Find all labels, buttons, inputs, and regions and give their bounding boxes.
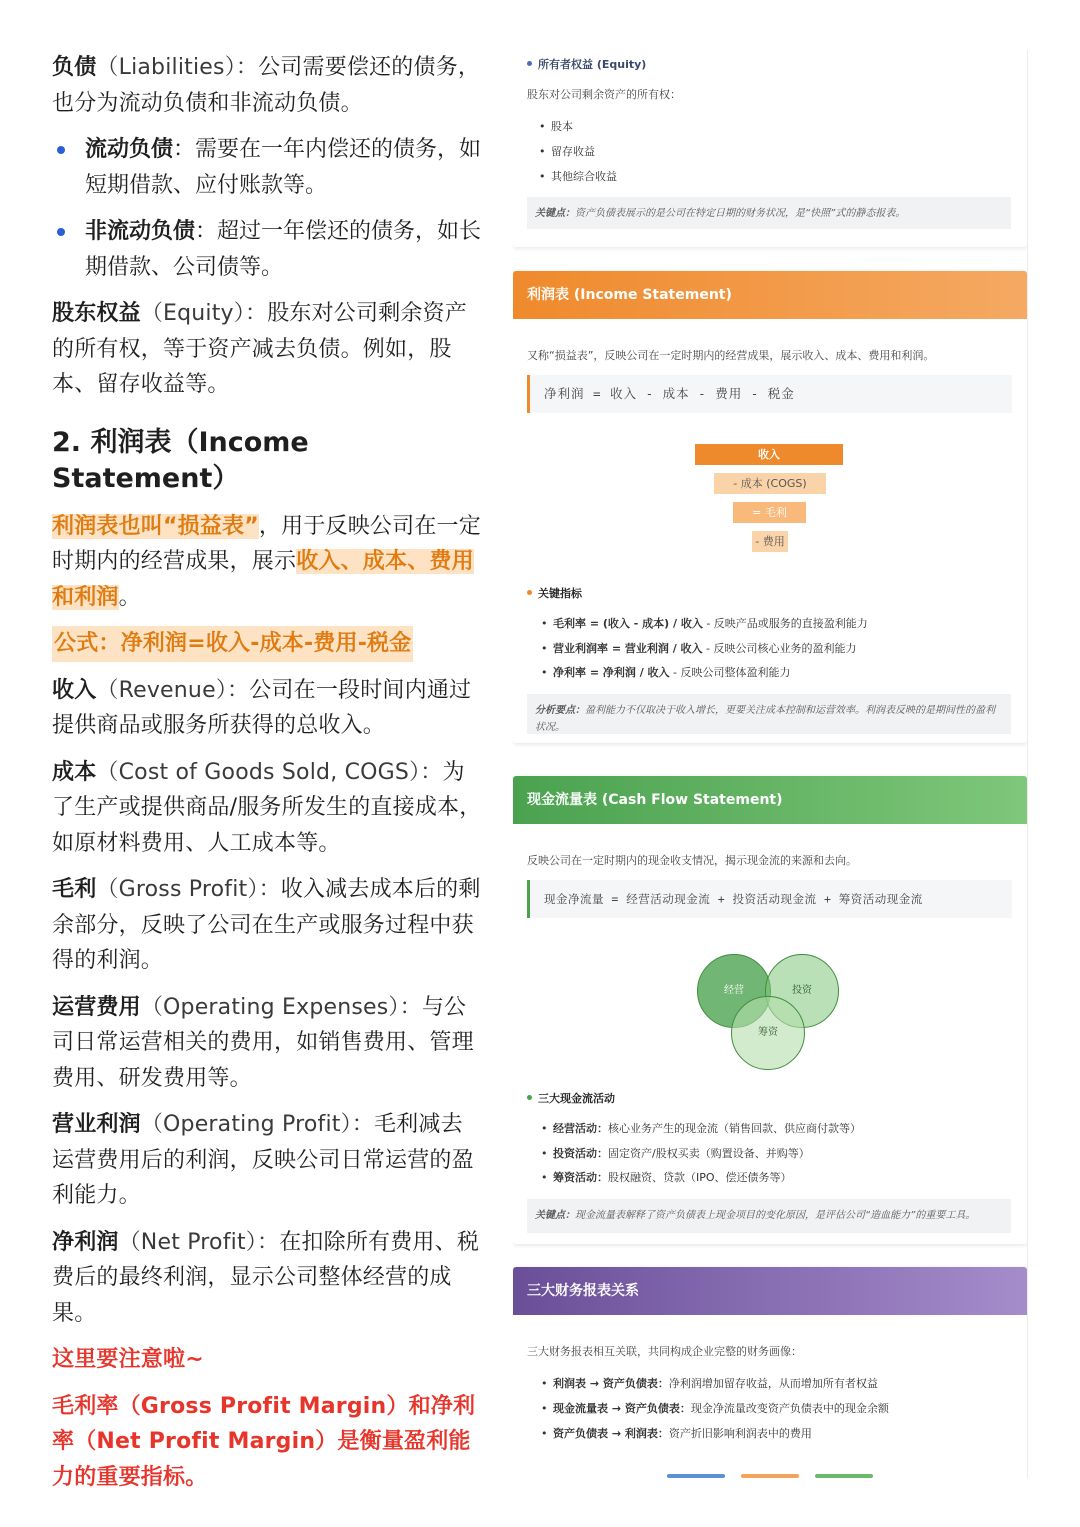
- venn-operating: 经营: [697, 954, 771, 1028]
- list-item: 流动负债：需要在一年内偿还的债务，如短期借款、应付账款等。: [52, 132, 482, 203]
- term-net-profit: 净利润（Net Profit）：在扣除所有费用、税费后的最终利润，显示公司整体经营的成果。: [52, 1229, 480, 1326]
- list-item: • 其他综合收益: [539, 164, 617, 189]
- waterfall-expenses: - 费用: [752, 531, 788, 552]
- article-text: [52, 50, 482, 1506]
- waterfall-cogs: - 成本 (COGS): [714, 473, 826, 494]
- equity-items: [539, 114, 617, 189]
- activities-heading: 三大现金流活动: [527, 1090, 615, 1106]
- activities-list: [541, 1117, 861, 1191]
- liabilities-paragraph: 负债（Liabilities）：公司需要偿还的债务，也分为流动负债和非流动负债。: [52, 55, 481, 116]
- income-intro: 利润表也叫“损益表”，用于反映公司在一定时期内的经营成果，展示收入、成本、费用和利润。: [52, 513, 481, 610]
- income-card-title: 利润表 (Income Statement): [513, 271, 1027, 319]
- relation-card-title: 三大财务报表关系: [513, 1267, 1027, 1315]
- formula-highlight: 公式：净利润=收入-成本-费用-税金: [52, 626, 482, 662]
- equity-key-note: 关键点：资产负债表展示的是公司在特定日期的财务状况，是“快照”式的静态报表。: [527, 197, 1011, 229]
- term-gross-profit: 毛利（Gross Profit）：收入减去成本后的剩余部分，反映了公司在生产或服务过程中获得的利润。: [52, 877, 481, 973]
- cut-off-tile: [741, 1474, 799, 1478]
- attention-detail: 毛利率（Gross Profit Margin）和净利率（Net Profit Margin）是衡量盈利能力的重要指标。: [52, 1393, 476, 1490]
- income-card: [513, 271, 1027, 743]
- list-item: • 营业利润率 = 营业利润 / 收入 - 反映公司核心业务的盈利能力: [541, 637, 868, 662]
- metrics-heading: 关键指标: [527, 585, 582, 601]
- list-item: • 现金流量表 → 资产负债表：现金净流量改变资产负债表中的现金余额: [541, 1396, 889, 1421]
- term-operating-expenses: 运营费用（Operating Expenses）：与公司日常运营相关的费用，如销售费用、管理费用、研发费用等。: [52, 994, 474, 1091]
- list-item: • 股本: [539, 114, 617, 139]
- relation-list: [541, 1371, 889, 1446]
- equity-paragraph: 股东权益（Equity）：股东对公司剩余资产的所有权，等于资产减去负债。例如，股本、留存收益等。: [52, 301, 467, 397]
- metrics-list: [541, 612, 868, 686]
- waterfall-revenue: 收入: [695, 444, 843, 465]
- cashflow-card-title: 现金流量表 (Cash Flow Statement): [513, 776, 1027, 824]
- equity-card: [513, 50, 1027, 247]
- cashflow-formula: 现金净流量 = 经营活动现金流 + 投资活动现金流 + 筹资活动现金流: [527, 880, 1012, 918]
- bullet-icon: [527, 1095, 532, 1100]
- infographic-panel: [513, 50, 1028, 1478]
- bullet-icon: [527, 61, 532, 66]
- equity-desc: 股东对公司剩余资产的所有权：: [527, 88, 681, 101]
- liabilities-list: [52, 132, 482, 285]
- equity-heading: 所有者权益 (Equity): [527, 56, 646, 72]
- term-revenue: 收入（Revenue）：公司在一段时间内通过提供商品或服务所获得的总收入。: [52, 677, 472, 738]
- section-title: 2. 利润表（Income Statement）: [52, 426, 309, 494]
- cashflow-key-note: 关键点：现金流量表解释了资产负债表上现金项目的变化原因，是评估公司“造血能力”的重要工具。: [527, 1199, 1011, 1233]
- list-item: • 资产负债表 → 利润表：资产折旧影响利润表中的费用: [541, 1421, 889, 1446]
- term: 负债: [52, 55, 97, 80]
- list-item: • 净利率 = 净利润 / 收入 - 反映公司整体盈利能力: [541, 661, 868, 686]
- income-desc: 又称“损益表”，反映公司在一定时期内的经营成果，展示收入、成本、费用和利润。: [527, 349, 935, 362]
- venn-investing: 投资: [765, 954, 839, 1028]
- list-item: • 利润表 → 资产负债表：净利润增加留存收益，从而增加所有者权益: [541, 1371, 889, 1396]
- cashflow-desc: 反映公司在一定时期内的现金收支情况，揭示现金流的来源和去向。: [527, 854, 857, 867]
- venn-financing: 筹资: [731, 996, 805, 1070]
- income-analysis-note: 分析要点：盈利能力不仅取决于收入增长，更要关注成本控制和运营效率。利润表反映的是期间性的盈利状况。: [527, 694, 1011, 734]
- income-formula: 净利润 = 收入 - 成本 - 费用 - 税金: [527, 375, 1012, 413]
- relation-desc: 三大财务报表相互关联，共同构成企业完整的财务画像：: [527, 1345, 802, 1358]
- attention-note: 这里要注意啦~: [52, 1347, 204, 1372]
- term-operating-profit: 营业利润（Operating Profit）：毛利减去运营费用后的利润，反映公司日常运营的盈利能力。: [52, 1112, 474, 1208]
- list-item: • 毛利率 = (收入 - 成本) / 收入 - 反映产品或服务的直接盈利能力: [541, 612, 868, 637]
- cashflow-card: [513, 776, 1027, 1244]
- cut-off-tile: [815, 1474, 873, 1478]
- relation-card: [513, 1267, 1027, 1478]
- list-item: • 投资活动：固定资产/股权买卖（购置设备、并购等）: [541, 1142, 861, 1167]
- list-item: 非流动负债：超过一年偿还的债务，如长期借款、公司债等。: [52, 214, 482, 285]
- bullet-icon: [527, 590, 532, 595]
- list-item: • 筹资活动：股权融资、贷款（IPO、偿还债务等）: [541, 1166, 861, 1191]
- cut-off-tile: [667, 1474, 725, 1478]
- term-cogs: 成本（Cost of Goods Sold, COGS）：为了生产或提供商品/服务所发生的直接成本，如原材料费用、人工成本等。: [52, 759, 482, 856]
- waterfall-gross-profit: = 毛利: [733, 502, 806, 523]
- list-item: • 留存收益: [539, 139, 617, 164]
- list-item: • 经营活动：核心业务产生的现金流（销售回款、供应商付款等）: [541, 1117, 861, 1142]
